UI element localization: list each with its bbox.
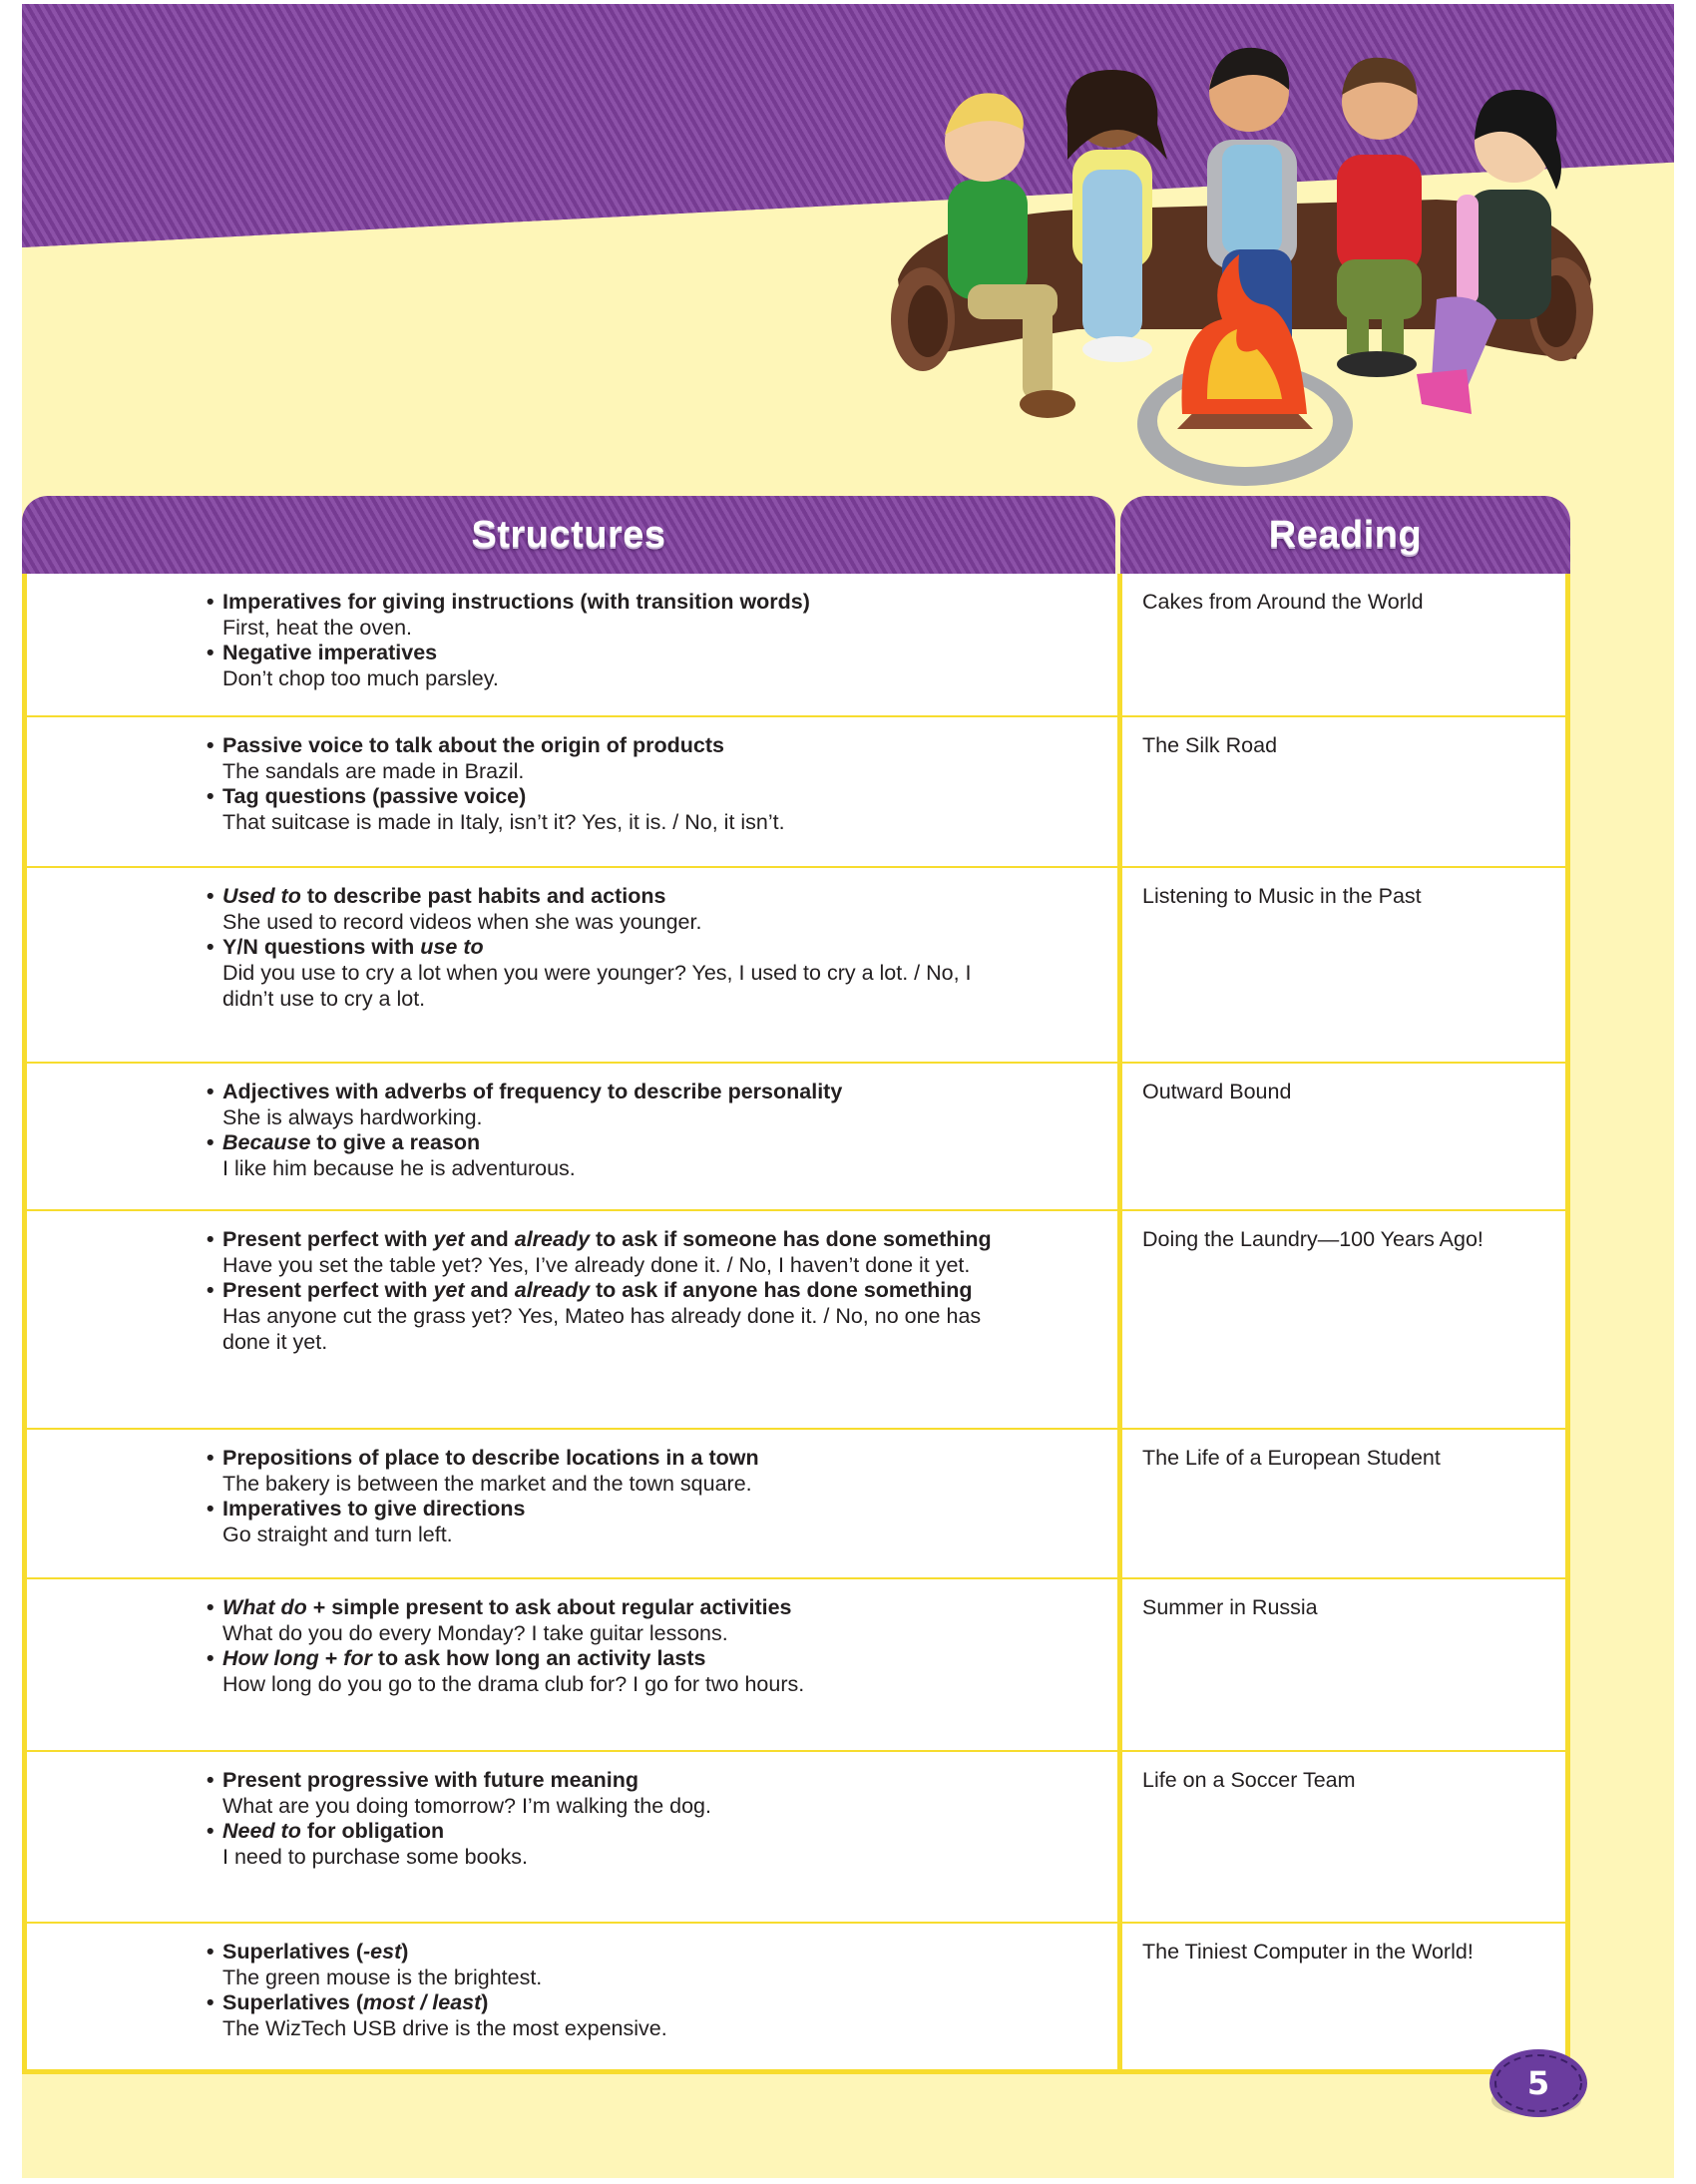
structure-item — [207, 1646, 1104, 1697]
structure-title — [222, 1819, 444, 1843]
reading-header-label: Reading — [1268, 513, 1423, 556]
example-sentence: didn’t use to cry a lot. — [222, 986, 426, 1011]
reading-title: Summer in Russia — [1142, 1595, 1318, 1619]
example-sentence: Has anyone cut the grass yet? Yes, Mateo has already done it. / No, no one has — [222, 1304, 982, 1329]
example-sentence: The bakery is between the market and the town square. — [222, 1471, 752, 1496]
structures-cell — [207, 1940, 1104, 2042]
table-row — [22, 1752, 1570, 1924]
structure-title — [222, 1446, 759, 1470]
structure-item — [207, 884, 1104, 935]
reading-column-header — [1120, 496, 1570, 574]
bullet-icon: • — [207, 1595, 214, 1619]
title-segment: to ask if someone has done something — [590, 1227, 992, 1251]
title-segment: to ask if anyone has done something — [590, 1278, 973, 1303]
page-number-badge — [1488, 2048, 1588, 2118]
bullet-icon: • — [207, 1278, 214, 1303]
example-sentence: First, heat the oven. — [222, 615, 413, 640]
title-segment: Superlatives ( — [222, 1990, 363, 2015]
structure-title — [222, 733, 724, 757]
title-segment: Adjectives with adverbs of frequency to describe personality — [222, 1080, 843, 1103]
bullet-icon: • — [207, 733, 214, 757]
structure-item — [207, 1940, 1104, 1990]
reading-title: The Silk Road — [1142, 733, 1278, 757]
structures-cell — [207, 1446, 1104, 1548]
structure-item — [207, 1227, 1104, 1278]
example-sentence: Go straight and turn left. — [222, 1523, 453, 1547]
title-italic-segment: most / least — [363, 1990, 482, 2015]
table-row — [22, 574, 1570, 717]
bullet-icon: • — [207, 1227, 214, 1251]
title-segment: Present progressive with future meaning — [222, 1768, 638, 1792]
title-italic-segment: use to — [420, 935, 484, 960]
left-border — [22, 574, 27, 2074]
structure-item — [207, 1819, 1104, 1870]
structures-cell — [207, 590, 1104, 692]
bullet-icon: • — [207, 1819, 214, 1844]
bullet-icon: • — [207, 1080, 214, 1103]
title-segment: Y/N questions with — [222, 935, 421, 960]
structure-item — [207, 1990, 1104, 2041]
title-segment: + simple present to ask about regular activities — [306, 1595, 792, 1619]
title-segment: to give a reason — [310, 1130, 481, 1155]
title-segment: to ask how long an activity lasts — [371, 1646, 706, 1671]
example-sentence: Have you set the table yet? Yes, I’ve already done it. / No, I haven’t done it yet. — [222, 1252, 971, 1277]
structure-item — [207, 1768, 1104, 1819]
bullet-icon: • — [207, 1497, 214, 1522]
structure-title — [222, 1227, 992, 1251]
title-segment: Present perfect with — [222, 1278, 434, 1303]
structure-title — [222, 1080, 842, 1103]
reading-title: Cakes from Around the World — [1142, 590, 1424, 614]
table-row — [22, 1579, 1570, 1752]
structures-cell — [207, 884, 1104, 1013]
example-sentence: She is always hardworking. — [222, 1104, 483, 1129]
example-sentence: Don’t chop too much parsley. — [222, 666, 499, 691]
right-border — [1565, 574, 1570, 2074]
structure-item — [207, 1080, 1104, 1130]
structure-item — [207, 784, 1104, 835]
bullet-icon: • — [207, 1646, 214, 1671]
bullet-icon: • — [207, 1446, 214, 1470]
title-segment: Prepositions of place to describe locations in a town — [222, 1446, 759, 1470]
example-sentence: She used to record videos when she was younger. — [222, 909, 702, 934]
reading-title: Doing the Laundry—100 Years Ago! — [1142, 1227, 1484, 1251]
title-italic-segment: -est — [363, 1940, 402, 1964]
structure-item — [207, 1130, 1104, 1181]
title-segment: ) — [401, 1940, 409, 1964]
example-sentence: The WizTech USB drive is the most expensive. — [222, 2016, 667, 2041]
title-italic-segment: How long — [222, 1646, 319, 1671]
reading-title: Life on a Soccer Team — [1142, 1768, 1356, 1792]
structures-header-label: Structures — [471, 513, 666, 556]
structures-cell — [207, 1768, 1104, 1871]
title-segment: Tag questions (passive voice) — [222, 784, 527, 809]
table-row — [22, 1924, 1570, 2071]
structure-title — [222, 1990, 488, 2014]
column-divider — [1117, 574, 1122, 2074]
title-italic-segment: already — [514, 1227, 591, 1251]
bullet-icon: • — [207, 1940, 214, 1964]
structures-column-header — [22, 496, 1115, 574]
structure-title — [222, 935, 484, 959]
kids-campfire-illustration — [878, 30, 1606, 494]
reading-title: The Tiniest Computer in the World! — [1142, 1940, 1474, 1964]
structures-cell — [207, 1080, 1104, 1182]
table-row — [22, 1430, 1570, 1579]
structure-title — [222, 590, 810, 614]
example-sentence: That suitcase is made in Italy, isn’t it? Yes, it is. / No, it isn’t. — [222, 810, 785, 835]
table-row — [22, 868, 1570, 1064]
example-sentence: I need to purchase some books. — [222, 1845, 528, 1870]
bullet-icon: • — [207, 935, 214, 960]
title-italic-segment: What do — [222, 1595, 307, 1619]
title-segment: Imperatives for giving instructions (with transition words) — [222, 590, 810, 614]
bullet-icon: • — [207, 1768, 214, 1792]
title-segment: to describe past habits and actions — [300, 884, 666, 908]
structure-item — [207, 1595, 1104, 1646]
title-italic-segment: Because — [222, 1130, 311, 1155]
structure-title — [222, 1497, 526, 1521]
bullet-icon: • — [207, 641, 214, 665]
page-number: 5 — [1526, 2064, 1550, 2102]
table-row — [22, 717, 1570, 868]
structure-item — [207, 1278, 1104, 1355]
title-italic-segment: for — [343, 1646, 372, 1671]
row-divider — [22, 2069, 1570, 2074]
example-sentence: The sandals are made in Brazil. — [222, 758, 525, 783]
title-segment: Present perfect with — [222, 1227, 434, 1251]
title-segment: Imperatives to give directions — [222, 1497, 526, 1522]
structure-item — [207, 590, 1104, 641]
title-segment: Superlatives ( — [222, 1940, 363, 1964]
structures-cell — [207, 1227, 1104, 1356]
example-sentence: The green mouse is the brightest. — [222, 1965, 543, 1989]
title-italic-segment: Used to — [222, 884, 301, 908]
table-row — [22, 1064, 1570, 1211]
example-sentence: I like him because he is adventurous. — [222, 1156, 576, 1181]
example-sentence: Did you use to cry a lot when you were younger? Yes, I used to cry a lot. / No, I — [222, 961, 972, 986]
title-segment: + — [318, 1646, 344, 1671]
structure-item — [207, 1497, 1104, 1547]
reading-title: The Life of a European Student — [1142, 1446, 1441, 1470]
table-row — [22, 1211, 1570, 1430]
structure-item — [207, 641, 1104, 691]
reading-title: Listening to Music in the Past — [1142, 884, 1422, 908]
title-italic-segment: already — [514, 1278, 591, 1303]
structure-item — [207, 733, 1104, 784]
title-segment: for obligation — [300, 1819, 445, 1844]
structure-title — [222, 641, 437, 664]
bullet-icon: • — [207, 884, 214, 908]
bullet-icon: • — [207, 1990, 214, 2015]
bullet-icon: • — [207, 590, 214, 614]
structure-title — [222, 1646, 705, 1670]
title-segment: and — [464, 1278, 515, 1303]
reading-title: Outward Bound — [1142, 1080, 1292, 1103]
example-sentence: What do you do every Monday? I take guitar lessons. — [222, 1620, 728, 1645]
example-sentence: What are you doing tomorrow? I’m walking the dog. — [222, 1793, 711, 1818]
title-segment: and — [464, 1227, 515, 1251]
title-segment: Passive voice to talk about the origin of products — [222, 733, 724, 757]
structure-title — [222, 1130, 480, 1154]
title-segment: ) — [481, 1990, 489, 2015]
structure-title — [222, 884, 665, 908]
structures-cell — [207, 733, 1104, 836]
structure-item — [207, 1446, 1104, 1497]
structures-cell — [207, 1595, 1104, 1698]
structure-title — [222, 1595, 792, 1619]
title-italic-segment: yet — [433, 1278, 465, 1303]
structure-title — [222, 784, 526, 808]
structure-title — [222, 1768, 638, 1792]
example-sentence: done it yet. — [222, 1329, 328, 1354]
structure-title — [222, 1278, 973, 1302]
bullet-icon: • — [207, 784, 214, 809]
title-italic-segment: yet — [433, 1227, 465, 1251]
bullet-icon: • — [207, 1130, 214, 1155]
title-segment: Negative imperatives — [222, 641, 438, 665]
structure-title — [222, 1940, 408, 1964]
example-sentence: How long do you go to the drama club for? I go for two hours. — [222, 1672, 805, 1697]
structure-item — [207, 935, 1104, 1012]
title-italic-segment: Need to — [222, 1819, 301, 1844]
